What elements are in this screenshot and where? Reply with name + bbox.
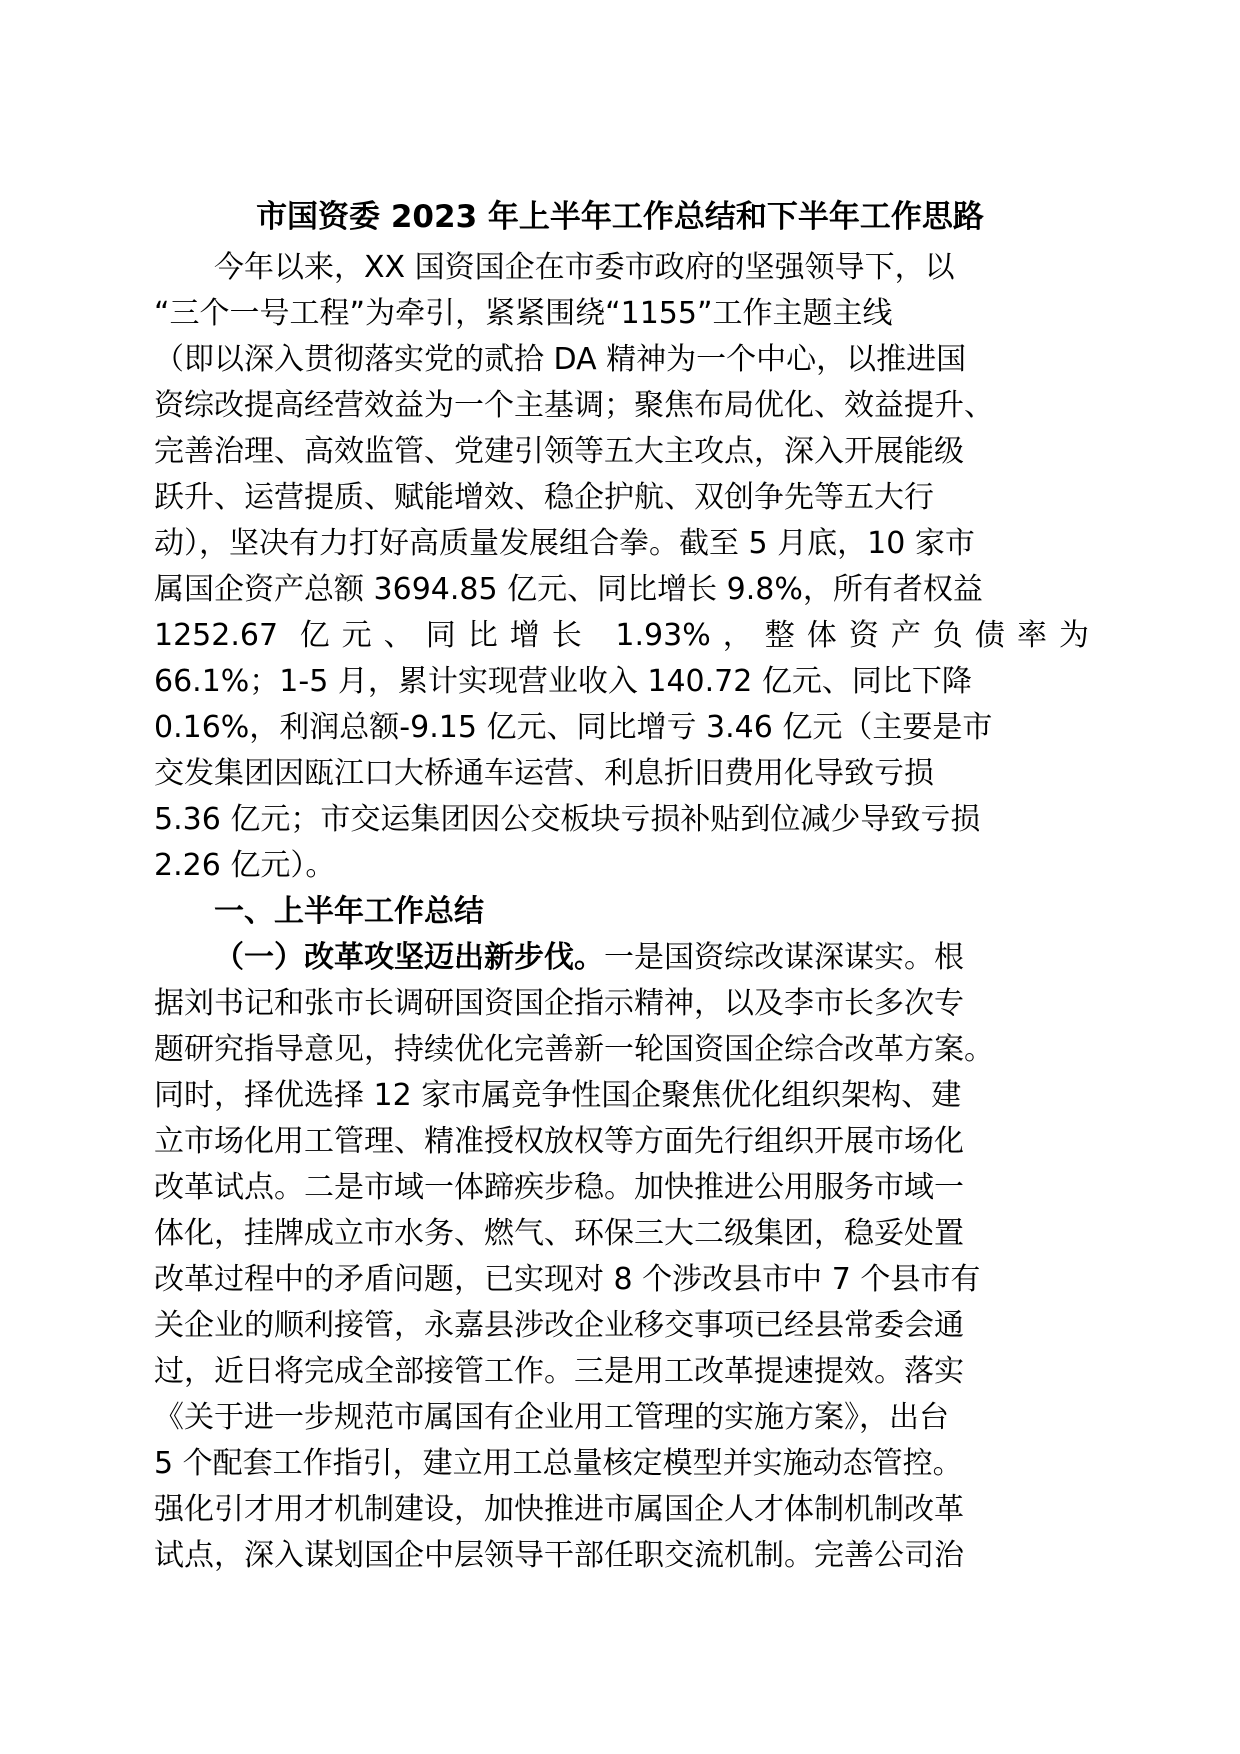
- section-heading: 一、上半年工作总结: [214, 894, 484, 929]
- subsection-line: 《关于进一步规范市属国有企业用工管理的实施方案》，出台: [154, 1400, 949, 1435]
- intro-line: “三个一号工程”为牵引，紧紧围绕“1155”工作主题主线: [154, 296, 893, 331]
- subsection-line: 同时，择优选择 12 家市属竞争性国企聚焦优化组织架构、建: [154, 1078, 962, 1113]
- subsection-first-line: [154, 935, 1089, 981]
- subsection-line: 5 个配套工作指引，建立用工总量核定模型并实施动态管控。: [154, 1446, 963, 1481]
- subsection-line: 立市场化用工管理、精准授权放权等方面先行组织开展市场化: [154, 1124, 964, 1159]
- document-title: 市国资委 2023 年上半年工作总结和下半年工作思路: [256, 199, 984, 235]
- intro-line: 2.26 亿元）。: [154, 848, 336, 883]
- subsection-line: 过，近日将完成全部接管工作。三是用工改革提速提效。落实: [154, 1354, 964, 1389]
- document-body: [154, 245, 1089, 1579]
- intro-line: 5.36 亿元；市交运集团因公交板块亏损补贴到位减少导致亏损: [154, 802, 981, 837]
- subsection-paragraph: [154, 935, 1089, 1579]
- subsection-line: 试点，深入谋划国企中层领导干部任职交流机制。完善公司治: [154, 1538, 964, 1573]
- subsection-line: 体化，挂牌成立市水务、燃气、环保三大二级集团，稳妥处置: [154, 1216, 964, 1251]
- intro-line: 资综改提高经营效益为一个主基调；聚焦布局优化、效益提升、: [154, 388, 994, 423]
- subsection-line: 强化引才用才机制建设，加快推进市属国企人才体制机制改革: [154, 1492, 964, 1527]
- intro-line: 1252.67 亿元、同比增长 1.93%，整体资产负债率为: [154, 618, 1089, 653]
- intro-line: 0.16%，利润总额-9.15 亿元、同比增亏 3.46 亿元（主要是市: [154, 710, 993, 745]
- subsection-line: 改革试点。二是市域一体蹄疾步稳。加快推进公用服务市域一: [154, 1170, 964, 1205]
- intro-line: 今年以来，XX 国资国企在市委市政府的坚强领导下，以: [214, 250, 955, 285]
- intro-line: 66.1%；1-5 月，累计实现营业收入 140.72 亿元、同比下降: [154, 664, 972, 699]
- intro-line: 动），坚决有力打好高质量发展组合拳。截至 5 月底，10 家市: [154, 526, 975, 561]
- intro-line: 完善治理、高效监管、党建引领等五大主攻点，深入开展能级: [154, 434, 964, 469]
- subsection-line: 改革过程中的矛盾问题，已实现对 8 个涉改县市中 7 个县市有: [154, 1262, 981, 1297]
- subsection-heading: （一）改革攻坚迈出新步伐。: [214, 940, 604, 975]
- intro-line: 属国企资产总额 3694.85 亿元、同比增长 9.8%，所有者权益: [154, 572, 983, 607]
- intro-line: 跃升、运营提质、赋能增效、稳企护航、双创争先等五大行: [154, 480, 934, 515]
- intro-line: 交发集团因瓯江口大桥通车运营、利息折旧费用化导致亏损: [154, 756, 934, 791]
- subsection-line: 关企业的顺利接管，永嘉县涉改企业移交事项已经县常委会通: [154, 1308, 964, 1343]
- subsection-first-line-text: 一是国资综改谋深谋实。根: [604, 940, 964, 975]
- intro-paragraph: [154, 245, 1089, 889]
- intro-line: （即以深入贯彻落实党的贰拾 DA 精神为一个中心，以推进国: [154, 342, 967, 377]
- subsection-line: 题研究指导意见，持续优化完善新一轮国资国企综合改革方案。: [154, 1032, 994, 1067]
- subsection-line: 据刘书记和张市长调研国资国企指示精神，以及李市长多次专: [154, 986, 964, 1021]
